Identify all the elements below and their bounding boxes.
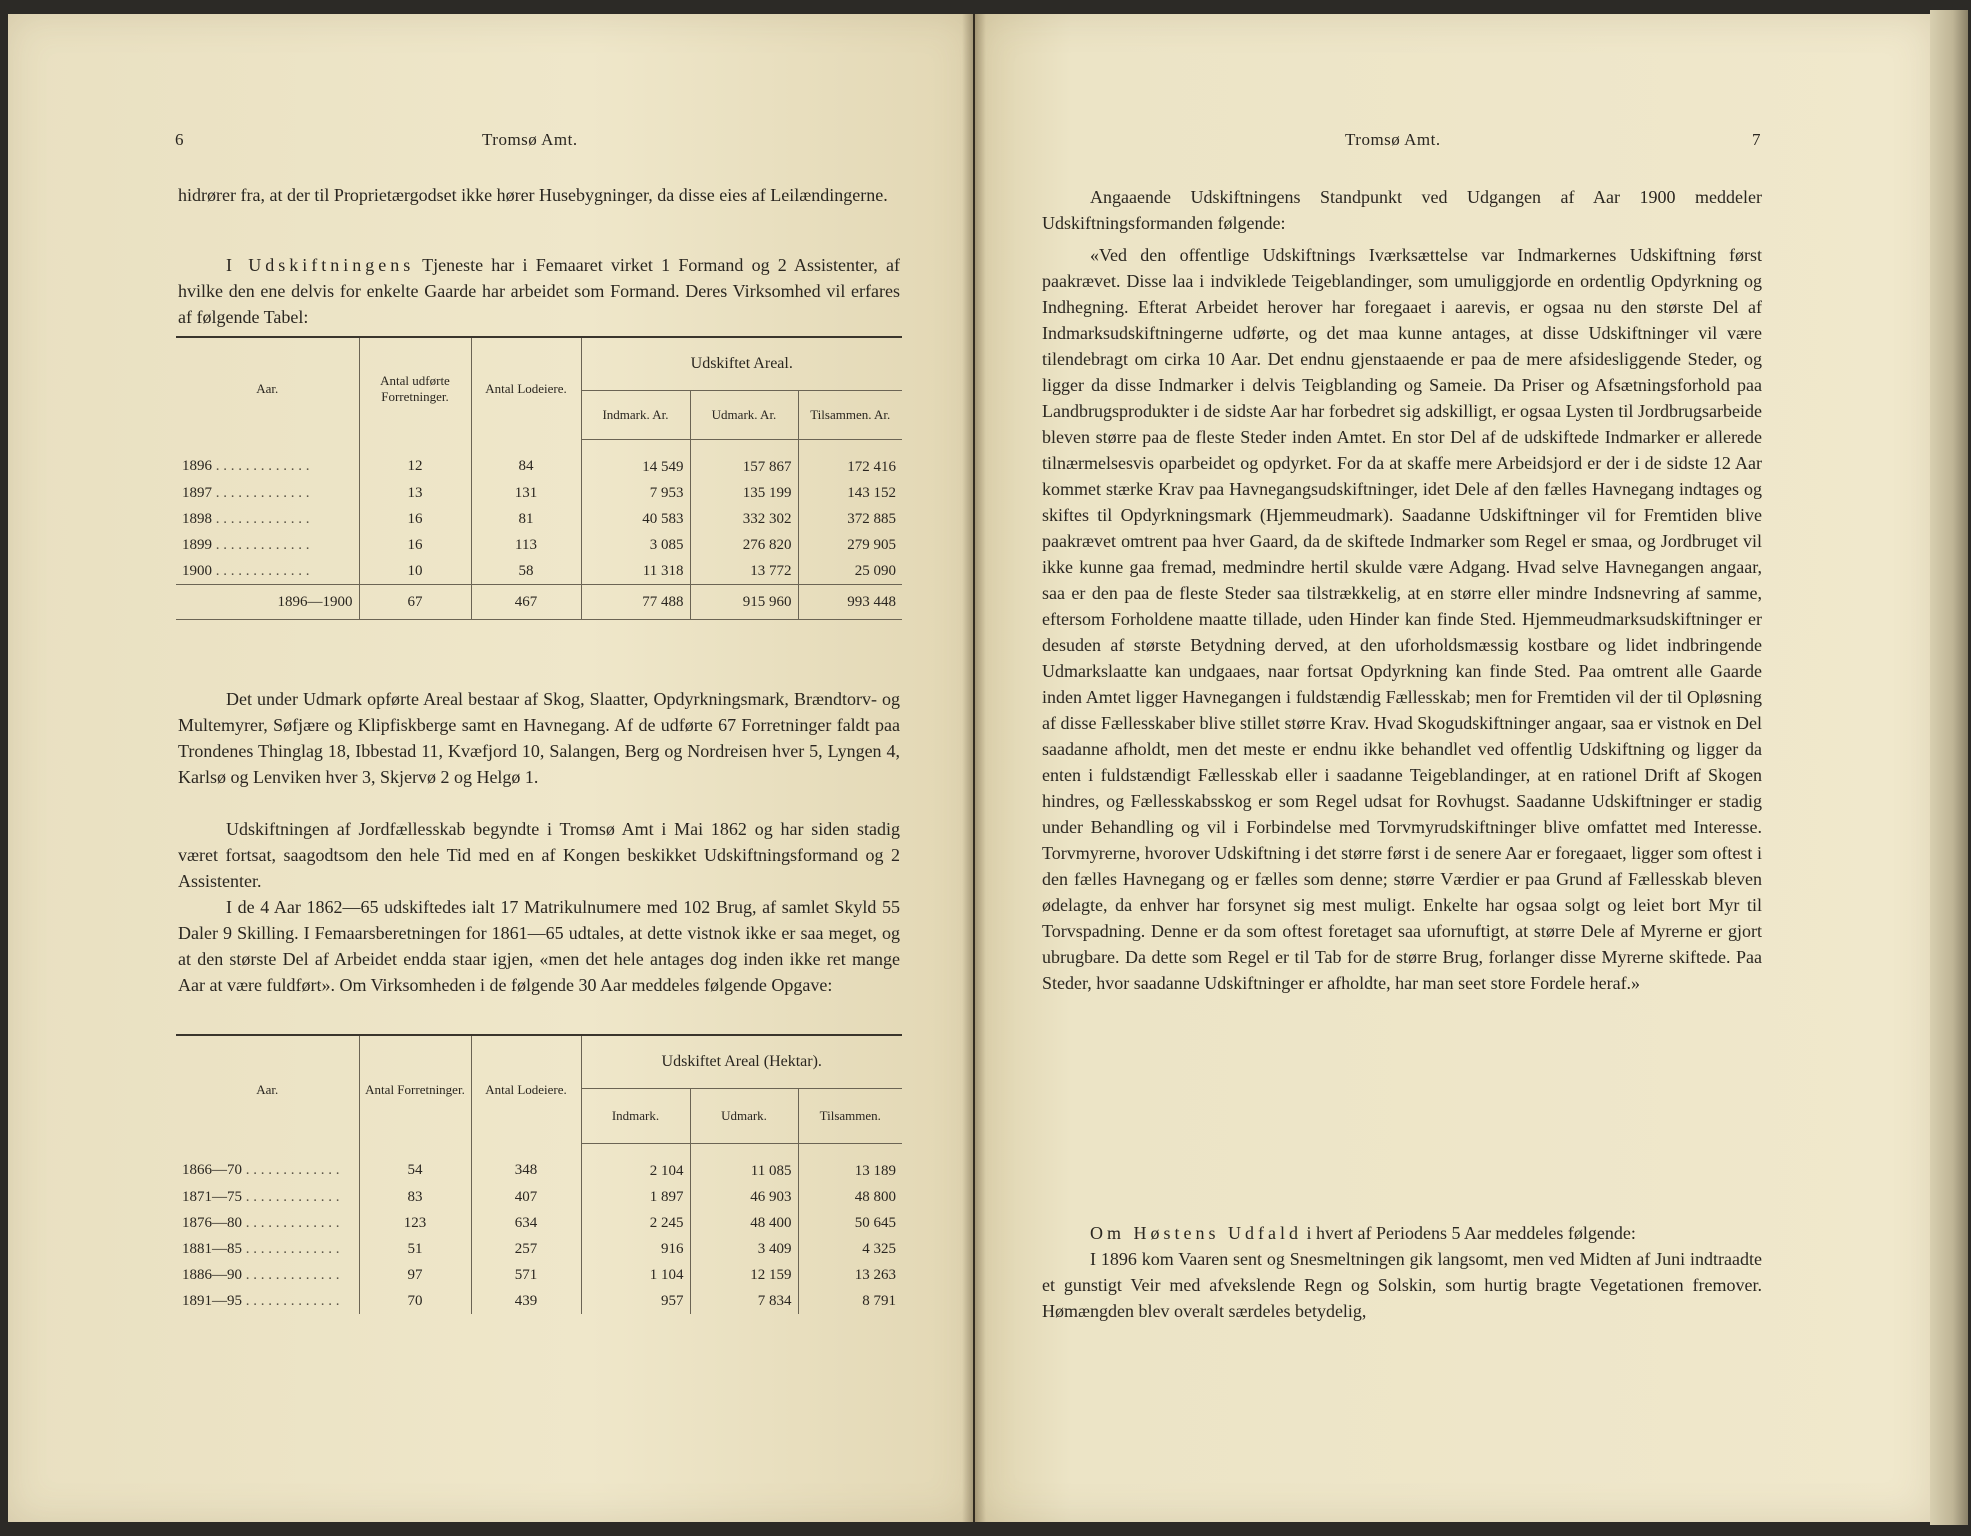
- cell-lod: 571: [471, 1262, 581, 1288]
- table-row: [176, 1184, 902, 1210]
- t2-header-tilsammen: Tilsammen.: [798, 1089, 902, 1144]
- cell-til: 4 325: [798, 1236, 902, 1262]
- year-cell: [176, 1236, 359, 1262]
- year-cell: [176, 506, 359, 532]
- right-paragraph-4-text: I 1896 kom Vaaren sent og Snesmeltningen gik langsomt, men ved Midten af Juni indtraadte et gunstigt Veir med afvekslende Regn og Solskin, som hurtig bragte Vegetationen fremover. Hømængden blev overalt særdeles betydelig,: [1042, 1249, 1762, 1321]
- left-paragraph-1-text: hidrører fra, at der til Proprietærgodset ikke hører Husebygninger, da disse eies af Leilændingerne.: [178, 185, 888, 205]
- t2-header-areal: Udskiftet Areal (Hektar).: [581, 1035, 902, 1089]
- cell-ind: 916: [581, 1236, 690, 1262]
- cell-lod: 407: [471, 1184, 581, 1210]
- cell-lod: 348: [471, 1144, 581, 1185]
- cell-ind: 11 318: [581, 558, 690, 585]
- table-row: [176, 1144, 902, 1185]
- year-cell: [176, 558, 359, 585]
- t1-header-areal: Udskiftet Areal.: [581, 337, 902, 391]
- leader-dots: . . . . . . . . . . . . .: [212, 562, 310, 579]
- right-quote-text: «Ved den offentlige Udskiftnings Iværksættelse var Indmarkernes Udskiftning først paakrævet. Disse laa i indviklede Teigeblandinger, som umuliggjorde en ordentlig Opdyrkning og Indhegning. Efterat Arbeidet herover har foregaaet i aarevis, er ogsaa nu den største Del af Indmarksudskiftningerne udførte, og det maa kunne antages, at disse Udskiftninger vil være tilendebragt om cirka 10 Aar. Det endnu gjenstaaende er paa de mere afsidesliggende Steder, og ligger da disse Indmarker i delvis Teigblanding og Sameie. Da Priser og Afsætningsforhold paa Landbrugsprodukter i de sidste Aar har forbedret sig adskilligt, er ogsaa Lysten til Jordbrugsarbeide bleven større paa de fleste Steder inden Amtet. En stor Del af de udskiftede Indmarker er allerede tilnærmelsesvis oparbeidet og opdyrket. For da at skaffe mere Arbeidsjord er der i de sidste 12 Aar kommet stærke Krav paa Havnegangsudskiftninger, idet Dele af den fælles Havnegang indtages og skiftes til Opdyrkningsmark (Hjemmeudmark). Saadanne Udskiftninger vil for Fremtiden blive paakrævet omtrent paa hver Gaard, da de skiftede Indmarker som Regel er smaa, og Jordbruget vil ikke kunne gaa fremad, medmindre hertil skulde være Adgang. Hvad selve Havnegangen angaar, saa er den paa de fleste Steder saa tilstrækkelig, at en større eller mindre Indsnevring af samme, eftersom Forholdene maatte tillade, uden Hinder kan finde Sted. Hjemmeudmarksudskiftninger er desuden af største Betydning derved, at den uforholdsmæssig kostbare og lidet indbringende Udmarkslaatte kan undgaaes, naar fortsat Opdyrkning kan finde Sted. Paa omtrent alle Gaarde inden Amtet ligger Havnegangen i fuldstændig Fællesskab; men for Fremtiden vil der til Opløsning af disse Fællesskaber blive stillet større Krav. Hvad Skogudskiftninger angaar, saa er vistnok en Del saadanne afholdt, men det meste er endnu ikke behandlet ved offentlig Udskiftning og ligger da enten i fuldstændigt Fællesskab eller i saadanne Teigeblandinger, at en rationel Drift af Skogen hindres, og Fællesskabsskog er som Regel udsat for Rovhugst. Saadanne Udskiftninger er stadig under Behandling og vil i Forbindelse med Torvmyrudskiftninger blive omfattet med Interesse. Torvmyrerne, hvorover Udskiftning i det større først i de senere Aar er foregaaet, ligger som oftest i den fælles Havnegang og er fælles som denne; større Værdier er paa Grund af Fællesskab bleven ødelagte, da enhver har forsynet sig mest muligt. Enkelte har ogsaa solgt og leiet bort Myr til Torvspadning. Denne er da som oftest foretaget saa ufornuftigt, at større Dele af Myrerne er gjort ubrugbare. Da dette som Regel er til Tab for de større Brug, forlanger disse Myrerne skiftede. Paa Steder, hvor saadanne Udskiftninger er afholdte, har man seet store Fordele heraf.»: [1042, 245, 1762, 993]
- year-cell: [176, 1210, 359, 1236]
- right-running-head: Tromsø Amt.: [1345, 130, 1441, 149]
- cell-lod: 467: [471, 585, 581, 620]
- cell-til: 993 448: [798, 585, 902, 620]
- right-paragraph-3-lead: Om Høstens Udfald: [1090, 1223, 1302, 1243]
- cell-til: 143 152: [798, 480, 902, 506]
- leader-dots: . . . . . . . . . . . . .: [242, 1188, 340, 1205]
- cell-ud: 135 199: [690, 480, 798, 506]
- cell-ind: 1 897: [581, 1184, 690, 1210]
- table-row: [176, 506, 902, 532]
- left-paragraph-4-text: Udskiftningen af Jordfællesskab begyndte i Tromsø Amt i Mai 1862 og har siden stadig været fortsat, saagodtsom den hele Tid med en af Kongen beskikket Udskiftningsformand og 2 Assistenter.: [178, 819, 900, 891]
- cell-ud: 13 772: [690, 558, 798, 585]
- cell-forr: 12: [359, 440, 471, 481]
- cell-ind: 7 953: [581, 480, 690, 506]
- year-cell: [176, 1262, 359, 1288]
- page-edges: [1930, 10, 1968, 1525]
- cell-til: 25 090: [798, 558, 902, 585]
- leader-dots: . . . . . . . . . . . . .: [212, 510, 310, 527]
- cell-lod: 113: [471, 532, 581, 558]
- cell-ud: 276 820: [690, 532, 798, 558]
- cell-ud: 48 400: [690, 1210, 798, 1236]
- year-label: 1896—1900: [277, 593, 353, 610]
- leader-dots: . . . . . . . . . . . . .: [242, 1266, 340, 1283]
- t1-header-forretninger: Antal udførte Forretninger.: [359, 337, 471, 440]
- left-paragraph-5: [178, 894, 900, 998]
- table-row: [176, 1262, 902, 1288]
- cell-ud: 7 834: [690, 1288, 798, 1314]
- left-paragraph-2-body: [178, 252, 900, 330]
- left-paragraph-1: [178, 182, 900, 208]
- leader-dots: . . . . . . . . . . . . .: [242, 1162, 340, 1179]
- left-paragraph-3: [178, 686, 900, 790]
- t1-header-lodeiere: Antal Lodeiere.: [471, 337, 581, 440]
- t2-header-indmark: Indmark.: [581, 1089, 690, 1144]
- t1-header-udmark: Udmark. Ar.: [690, 391, 798, 440]
- right-paragraph-1: [1042, 184, 1762, 236]
- cell-lod: 634: [471, 1210, 581, 1236]
- cell-lod: 257: [471, 1236, 581, 1262]
- year-cell: [176, 1184, 359, 1210]
- cell-til: 13 189: [798, 1144, 902, 1185]
- right-paragraph-4: [1042, 1246, 1762, 1324]
- cell-forr: 70: [359, 1288, 471, 1314]
- right-paragraph-3: [1042, 1220, 1762, 1246]
- right-page-number: 7: [1752, 130, 1761, 149]
- cell-til: 279 905: [798, 532, 902, 558]
- cell-til: 172 416: [798, 440, 902, 481]
- cell-lod: 131: [471, 480, 581, 506]
- year-cell: [176, 1288, 359, 1314]
- cell-ud: 332 302: [690, 506, 798, 532]
- table-row: [176, 1210, 902, 1236]
- t1-header-indmark: Indmark. Ar.: [581, 391, 690, 440]
- year-label: 1891—95: [182, 1292, 242, 1309]
- leader-dots: . . . . . . . . . . . . .: [242, 1240, 340, 1257]
- year-label: 1900: [182, 562, 212, 579]
- table-row: [176, 1288, 902, 1314]
- cell-lod: 84: [471, 440, 581, 481]
- cell-forr: 16: [359, 532, 471, 558]
- cell-forr: 67: [359, 585, 471, 620]
- cell-forr: 13: [359, 480, 471, 506]
- year-label: 1866—70: [182, 1162, 242, 1179]
- table-row: [176, 1236, 902, 1262]
- cell-ind: 2 104: [581, 1144, 690, 1185]
- leader-dots: . . . . . . . . . . . . .: [212, 458, 310, 475]
- cell-ud: 915 960: [690, 585, 798, 620]
- cell-lod: 58: [471, 558, 581, 585]
- year-label: 1899: [182, 536, 212, 553]
- year-label: 1881—85: [182, 1240, 242, 1257]
- year-label: 1886—90: [182, 1266, 242, 1283]
- table-1866-1895: [176, 1034, 902, 1314]
- cell-forr: 16: [359, 506, 471, 532]
- cell-lod: 81: [471, 506, 581, 532]
- cell-ud: 3 409: [690, 1236, 798, 1262]
- cell-til: 372 885: [798, 506, 902, 532]
- cell-forr: 83: [359, 1184, 471, 1210]
- cell-ind: 3 085: [581, 532, 690, 558]
- year-cell: [176, 480, 359, 506]
- cell-til: 8 791: [798, 1288, 902, 1314]
- t2-header-lodeiere: Antal Lodeiere.: [471, 1035, 581, 1144]
- year-cell: [176, 440, 359, 481]
- year-cell: [176, 532, 359, 558]
- cell-til: 48 800: [798, 1184, 902, 1210]
- left-paragraph-2-lead: I Udskiftningens: [226, 255, 415, 275]
- year-label: 1896: [182, 458, 212, 475]
- leader-dots: . . . . . . . . . . . . .: [242, 1292, 340, 1309]
- cell-til: 50 645: [798, 1210, 902, 1236]
- table-total-row: [176, 585, 902, 620]
- leader-dots: . . . . . . . . . . . . .: [212, 484, 310, 501]
- cell-ind: 1 104: [581, 1262, 690, 1288]
- cell-forr: 10: [359, 558, 471, 585]
- cell-forr: 97: [359, 1262, 471, 1288]
- table-1996-1900: [176, 336, 902, 620]
- year-label: 1898: [182, 510, 212, 527]
- cell-ind: 77 488: [581, 585, 690, 620]
- cell-ud: 46 903: [690, 1184, 798, 1210]
- cell-ud: 11 085: [690, 1144, 798, 1185]
- right-paragraph-3-rest: i hvert af Periodens 5 Aar meddeles følgende:: [1301, 1223, 1636, 1243]
- cell-forr: 123: [359, 1210, 471, 1236]
- cell-lod: 439: [471, 1288, 581, 1314]
- left-page-number: 6: [175, 130, 184, 149]
- cell-ind: 14 549: [581, 440, 690, 481]
- table-row: [176, 480, 902, 506]
- cell-ind: 40 583: [581, 506, 690, 532]
- left-running-head: Tromsø Amt.: [482, 130, 578, 149]
- t2-header-forretninger: Antal Forretninger.: [359, 1035, 471, 1144]
- t2-header-udmark: Udmark.: [690, 1089, 798, 1144]
- left-paragraph-5-text: I de 4 Aar 1862—65 udskiftedes ialt 17 Matrikulnumere med 102 Brug, af samlet Skyld 55 Daler 9 Skilling. I Femaarsberetningen for 1861—65 udtales, at dette vistnok ikke er saa meget, og at den største Del af Arbeidet endda staar igjen, «men det hele antages dog inden ikke ret mange Aar at være fuldført». Om Virksomheden i de følgende 30 Aar meddeles følgende Opgave:: [178, 897, 900, 995]
- cell-ind: 2 245: [581, 1210, 690, 1236]
- year-cell: [176, 1144, 359, 1185]
- leader-dots: . . . . . . . . . . . . .: [212, 536, 310, 553]
- cell-ud: 12 159: [690, 1262, 798, 1288]
- left-paragraph-3-text: Det under Udmark opførte Areal bestaar af Skog, Slaatter, Opdyrkningsmark, Brændtorv- og Multemyrer, Søfjære og Klipfiskberge samt en Havnegang. Af de udførte 67 Forretninger faldt paa Trondenes Thinglag 18, Ibbestad 11, Kvæfjord 10, Salangen, Berg og Nordreisen hver 5, Lyngen 4, Karlsø og Lenviken hver 3, Skjervø 2 og Helgø 1.: [178, 689, 900, 787]
- left-paragraph-2: [178, 252, 900, 330]
- cell-ind: 957: [581, 1288, 690, 1314]
- t1-body: [176, 440, 902, 620]
- year-label: 1876—80: [182, 1214, 242, 1231]
- book-gutter: [962, 14, 986, 1522]
- year-label: 1897: [182, 484, 212, 501]
- t2-header-year: Aar.: [176, 1035, 359, 1144]
- right-paragraph-1-text: Angaaende Udskiftningens Standpunkt ved Udgangen af Aar 1900 meddeler Udskiftningsformanden følgende:: [1042, 187, 1762, 233]
- right-quote: [1042, 242, 1762, 996]
- t1-header-year: Aar.: [176, 337, 359, 440]
- table-row: [176, 532, 902, 558]
- cell-ud: 157 867: [690, 440, 798, 481]
- leader-dots: . . . . . . . . . . . . .: [242, 1214, 340, 1231]
- table-row: [176, 558, 902, 585]
- t1-header-tilsammen: Tilsammen. Ar.: [798, 391, 902, 440]
- right-paragraph-3-body: [1042, 1220, 1762, 1246]
- table-row: [176, 440, 902, 481]
- t2-body: [176, 1144, 902, 1315]
- cell-forr: 54: [359, 1144, 471, 1185]
- left-paragraph-4: [178, 816, 900, 894]
- cell-til: 13 263: [798, 1262, 902, 1288]
- left-paragraph-2-rest: Tjeneste har i Femaaret virket 1 Formand og 2 Assistenter, af hvilke den ene delvis for enkelte Gaarde har arbeidet som Formand. Deres Virksomhed vil erfares af følgende Tabel:: [178, 255, 900, 327]
- year-label: 1871—75: [182, 1188, 242, 1205]
- cell-forr: 51: [359, 1236, 471, 1262]
- year-cell: [176, 585, 359, 620]
